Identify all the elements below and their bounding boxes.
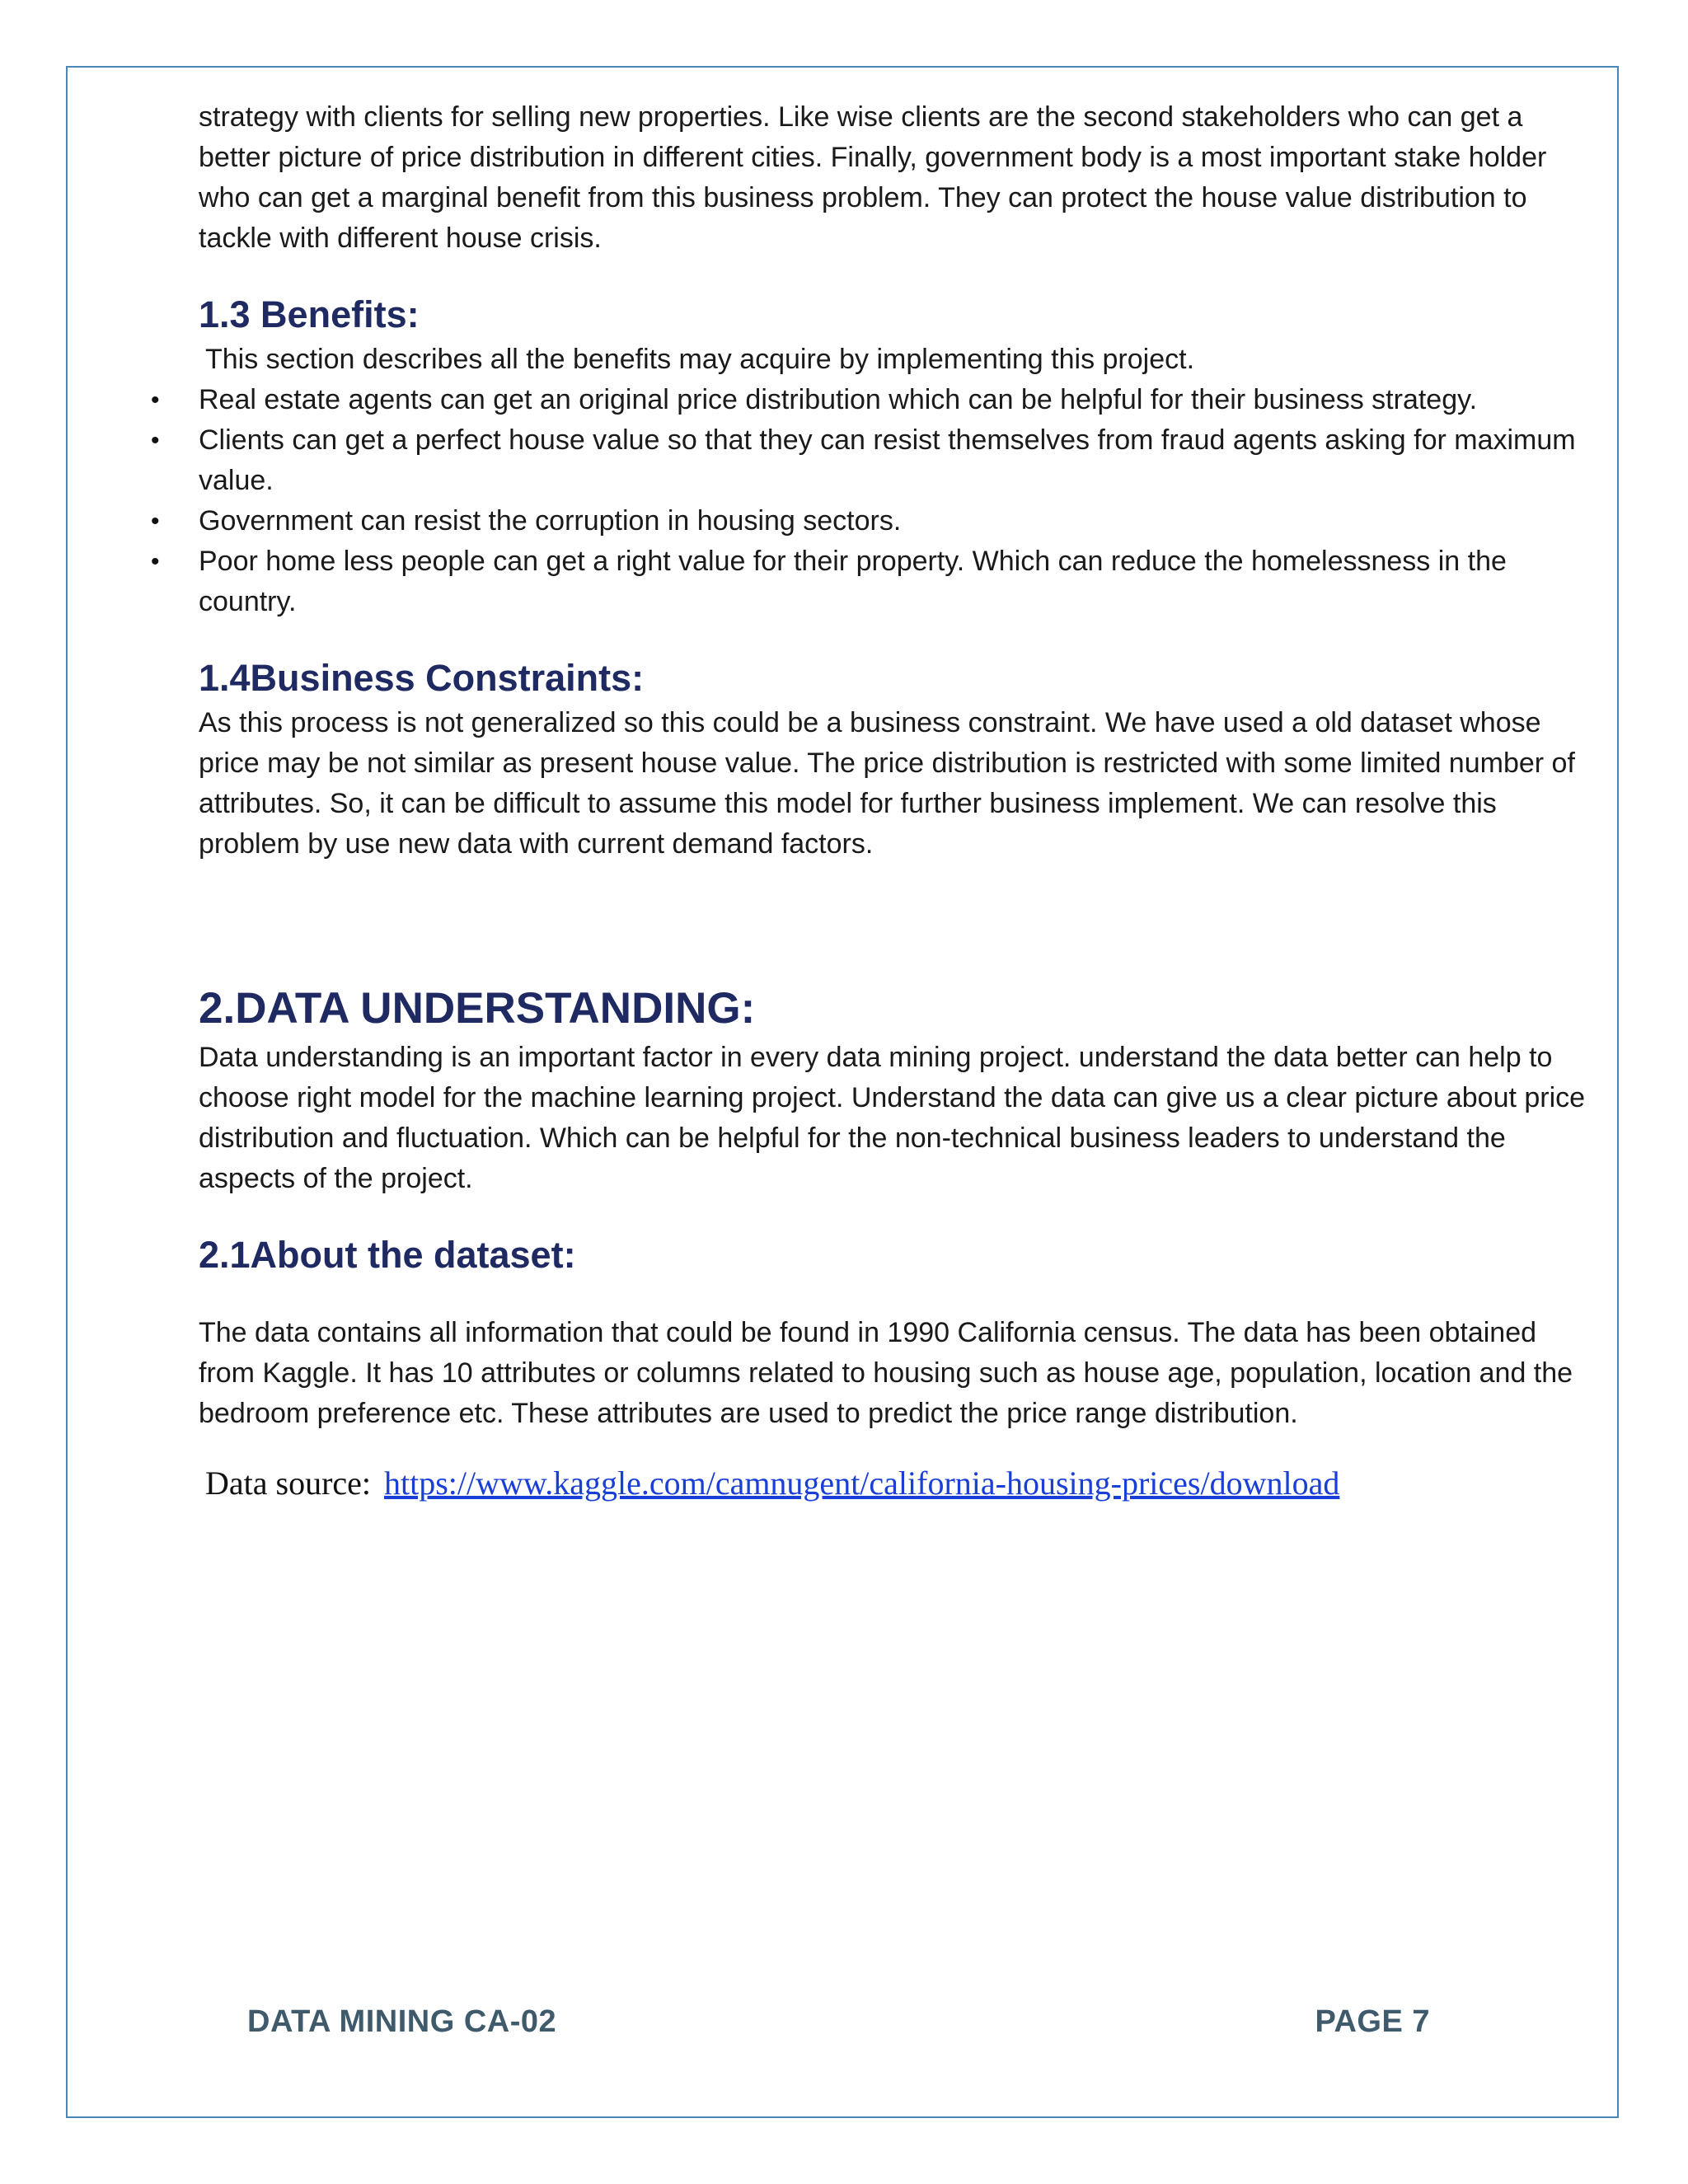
list-item: [151, 420, 1592, 501]
bullet-icon: •: [151, 427, 160, 454]
list-item: [151, 541, 1592, 622]
list-item-text: Poor home less people can get a right value for their property. Which can reduce the homelessness in the country.: [199, 546, 1507, 617]
about-dataset-heading: 2.1About the dataset:: [199, 1234, 576, 1276]
bullet-icon: •: [151, 548, 160, 575]
data-source-link[interactable]: https://www.kaggle.com/camnugent/california-housing-prices/download: [384, 1465, 1340, 1502]
bullet-icon: •: [151, 508, 160, 535]
constraints-heading: 1.4Business Constraints:: [199, 657, 645, 699]
footer-document-title: DATA MINING CA-02: [247, 2004, 557, 2039]
data-understanding-paragraph: Data understanding is an important factor in every data mining project. understand the data better can help to choose right model for the machine learning project. Understand the data can give us a clear picture about price distribution and fluctuation. Which can be helpful for the non-technical business leaders to understand the aspects of the project.: [199, 1042, 1586, 1194]
data-understanding-heading: 2.DATA UNDERSTANDING:: [199, 984, 756, 1033]
footer-page-number: PAGE 7: [1315, 2004, 1430, 2039]
intro-paragraph: strategy with clients for selling new properties. Like wise clients are the second stakeholders who can get a better picture of price distribution in different cities. Finally, government body is a most important stake holder who can get a marginal benefit from this business problem. They can protect the house value distribution to tackle with different house crisis.: [199, 101, 1547, 254]
data-source-line: [199, 1462, 1592, 1505]
benefits-heading: 1.3 Benefits:: [199, 293, 420, 335]
data-source-label: Data source:: [205, 1465, 372, 1502]
list-item-text: Real estate agents can get an original price distribution which can be helpful for their business strategy.: [199, 384, 1478, 415]
list-item: [151, 380, 1592, 420]
benefits-list: [151, 380, 1592, 622]
bullet-icon: •: [151, 387, 160, 414]
benefits-intro: This section describes all the benefits may acquire by implementing this project.: [205, 344, 1195, 375]
list-item-text: Clients can get a perfect house value so that they can resist themselves from fraud agents asking for maximum value.: [199, 424, 1576, 496]
list-item: [151, 501, 1592, 541]
list-item-text: Government can resist the corruption in housing sectors.: [199, 505, 902, 537]
constraints-paragraph: As this process is not generalized so this could be a business constraint. We have used a old dataset whose price may be not similar as present house value. The price distribution is restricted with some limited number of attributes. So, it can be difficult to assume this model for further business implement. We can resolve this problem by use new data with current demand factors.: [199, 707, 1575, 860]
document-content: [151, 97, 1592, 1505]
about-dataset-paragraph: The data contains all information that could be found in 1990 California census. The data has been obtained from Kaggle. It has 10 attributes or columns related to housing such as house age, population, location and the bedroom preference etc. These attributes are used to predict the price range distribution.: [199, 1317, 1573, 1429]
